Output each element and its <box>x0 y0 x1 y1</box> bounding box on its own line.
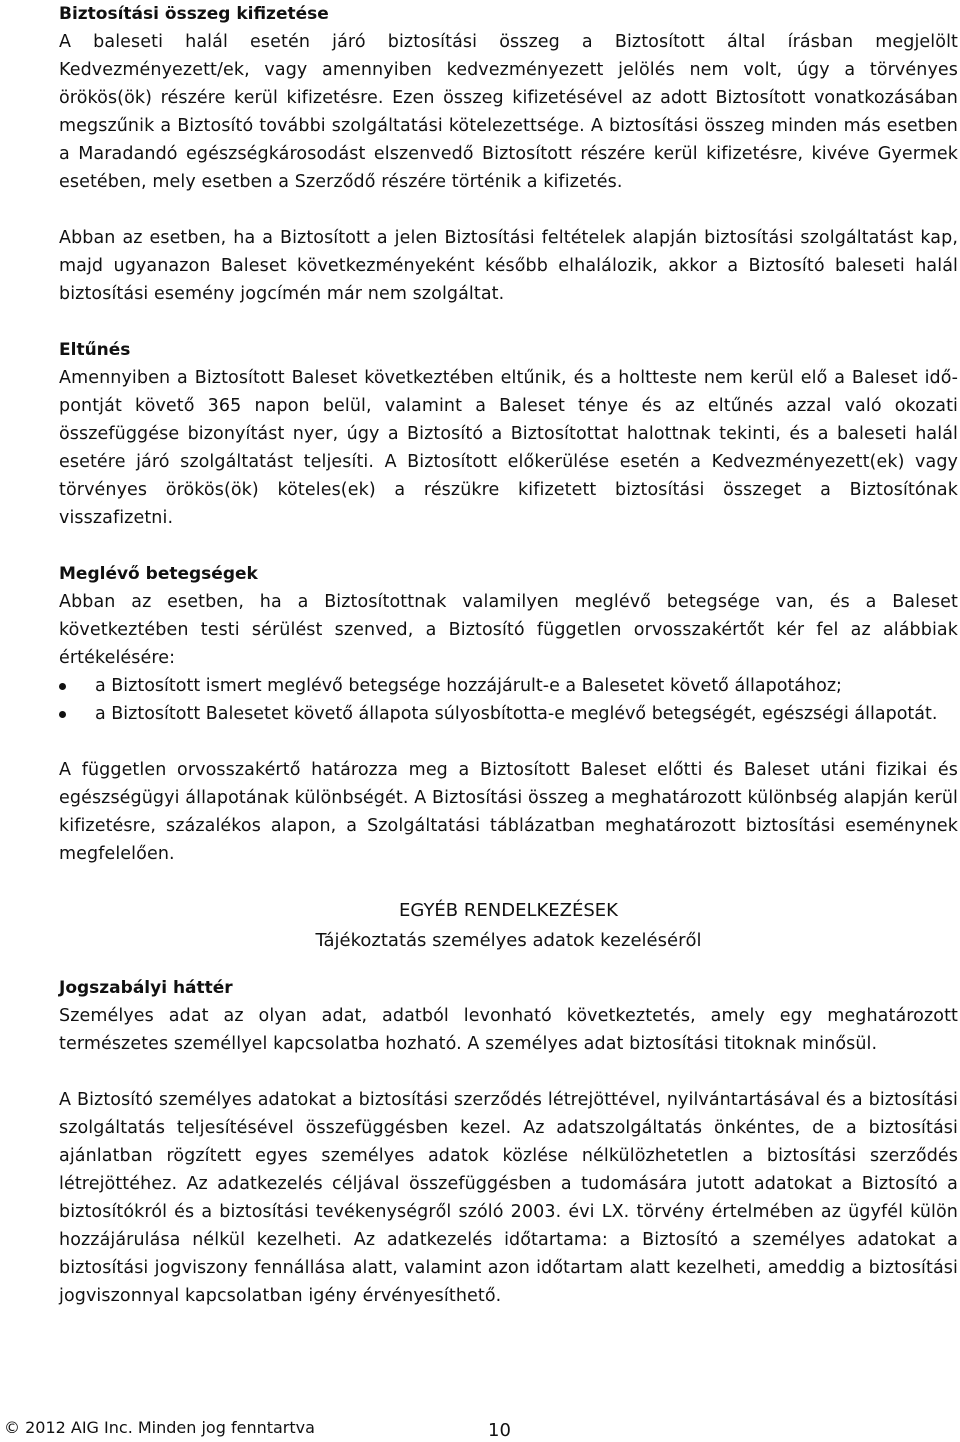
page-number: 10 <box>488 1420 511 1441</box>
section-payout <box>59 0 958 308</box>
section-other-provisions <box>59 896 958 956</box>
heading-legal-background: Jogszabályi háttér <box>59 978 233 998</box>
bullet-icon <box>59 711 66 718</box>
paragraph-disappearance-1: Amennyiben a Biztosított Baleset következtében eltűnik, és a holtteste nem kerül elő a Baleset idő- pontját követő 365 napon belül, valamint a Baleset ténye és az eltűnés azzal való okozati összefüggése bizonyítást nyer, úgy a Biztosító a Biztosítottat halottnak tekinti, és a baleseti halál esetére járó szolgáltatást teljesíti. A Biztosított előkerülése esetén a Kedvezményezett(ek) vagy törvényes örökös(ök) köteles(ek) a részükre kifizetett biztosítási összeget a Biztosítónak visszafizetni. <box>59 368 958 528</box>
list-item <box>59 700 958 728</box>
section-disappearance <box>59 336 958 532</box>
bullet-list <box>59 672 958 728</box>
paragraph-payout-1: A baleseti halál esetén járó biztosítási összeg a Biztosított által írásban megjelölt Kedvezményezett/ek, vagy amennyiben kedvezményezett jelölés nem volt, úgy a törvényes örökös(ök) részére kerül kifizetésre. Ezen összeg kifizetésével az adott Biztosított vonatkozásában megszűnik a Biztosító további szolgáltatási kötelezettsége. A biztosítási összeg minden más esetben a Maradandó egészségkárosodást elszenvedő Biztosított részére kerül kifizetésre, kivéve Gyermek esetében, mely esetben a Szerződő részére történik a kifizetés. <box>59 32 958 192</box>
section-subtitle: Tájékoztatás személyes adatok kezeléséről <box>315 930 702 951</box>
heading-disappearance: Eltűnés <box>59 340 131 360</box>
copyright-text: © 2012 AIG Inc. Minden jog fenntartva <box>4 1418 315 1437</box>
section-existing-conditions <box>59 560 958 868</box>
heading-existing-conditions: Meglévő betegségek <box>59 564 258 584</box>
paragraph-existing-1: Abban az esetben, ha a Biztosítottnak valamilyen meglévő betegsége van, és a Baleset következtében testi sérülést szenved, a Biztosító független orvosszakértőt kér fel az alábbiak értékelésére: <box>59 592 958 668</box>
bullet-icon <box>59 683 66 690</box>
page-footer <box>0 1414 960 1442</box>
list-item-text: a Biztosított Balesetet követő állapota súlyosbította-e meglévő betegségét, egészségi állapotát. <box>95 704 938 724</box>
section-legal-background <box>59 974 958 1310</box>
heading-payout: Biztosítási összeg kifizetése <box>59 4 329 24</box>
list-item-text: a Biztosított ismert meglévő betegsége hozzájárult-e a Balesetet követő állapotához; <box>95 676 842 696</box>
section-title: EGYÉB RENDELKEZÉSEK <box>399 900 618 921</box>
list-item <box>59 672 958 700</box>
paragraph-legal-2: A Biztosító személyes adatokat a biztosítási szerződés létrejöttével, nyilvántartásával és a biztosítási szolgáltatás teljesítésével összefüggésben kezel. Az adatszolgáltatás önkéntes, de a biztosítási ajánlatban rögzített egyes személyes adatok közlése nélkülözhetetlen a biztosítási szerződés létrejöttéhez. Az adatkezelés céljával összefüggésben a tudomására jutott adatokat a Biztosító a biztosítókról és a biztosítási tevékenységről szóló 2003. évi LX. törvény értelmében az ügyfél külön hozzájárulása nélkül kezelheti. Az adatkezelés időtartama: a Biztosító a személyes adatokat a biztosítási jogviszony fennállása alatt, valamint azon időtartam alatt kezelheti, ameddig a biztosítási jogviszonnyal kapcsolatban igény érvényesíthető. <box>59 1090 958 1306</box>
paragraph-legal-1: Személyes adat az olyan adat, adatból levonható következtetés, amely egy meghatározott természetes személlyel kapcsolatba hozható. A személyes adat biztosítási titoknak minősül. <box>59 1006 958 1054</box>
document-page <box>59 0 958 1310</box>
paragraph-payout-2: Abban az esetben, ha a Biztosított a jelen Biztosítási feltételek alapján biztosítási szolgáltatást kap, majd ugyanazon Baleset következményeként később elhalálozik, akkor a Biztosító baleseti halál biztosítási esemény jogcímén már nem szolgáltat. <box>59 228 958 304</box>
paragraph-existing-2: A független orvosszakértő határozza meg a Biztosított Baleset előtti és Baleset utáni fizikai és egészségügyi állapotának különbségét. A Biztosítási összeg a meghatározott különbség alapján kerül kifizetésre, százalékos alapon, a Szolgáltatási táblázatban meghatározott biztosítási eseménynek megfelelően. <box>59 760 958 864</box>
